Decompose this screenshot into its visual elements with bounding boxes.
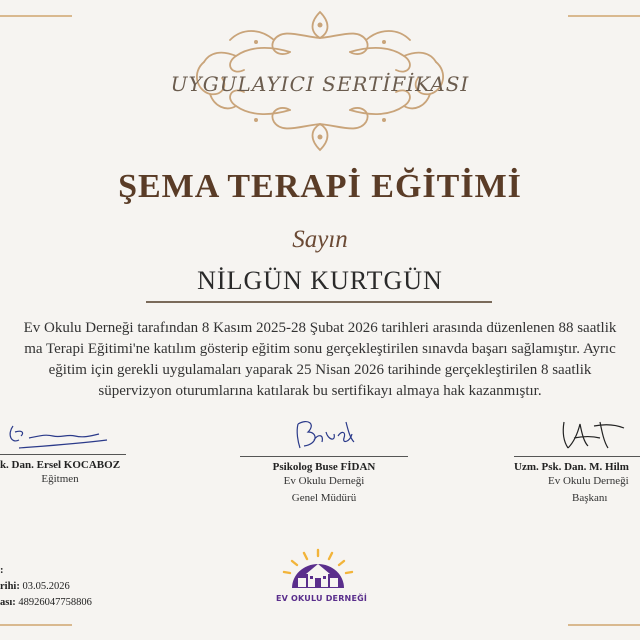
salutation: Sayın	[292, 226, 348, 253]
signatory-role: Eğitmen	[41, 473, 79, 485]
logo-text: EV OKULU DERNEĞİ	[276, 594, 368, 603]
certificate-body	[0, 318, 640, 402]
certificate-date: 03.05.2026	[22, 581, 70, 592]
ev-okulu-logo	[276, 548, 368, 603]
signature-center	[284, 412, 364, 454]
signature-left	[5, 418, 115, 452]
signatory-role: Ev Okulu Derneği	[548, 475, 629, 487]
signatory-center	[240, 412, 408, 507]
signatory-name: k. Dan. Ersel KOCABOZ	[0, 459, 121, 471]
signatory-name: Psikolog Buse FİDAN	[272, 461, 376, 473]
recipient-underline	[146, 301, 492, 303]
body-line: Ev Okulu Derneği tarafından 8 Kasım 2025-28 Şubat 2026 tarihleri arasında düzenlenen 88 saatlik	[23, 320, 617, 336]
signature-line	[514, 456, 640, 457]
number-label: ası:	[0, 597, 16, 608]
bottom-right-gold-line	[568, 624, 640, 626]
school-building-icon	[276, 548, 360, 590]
signature-right	[554, 412, 634, 454]
detail-label: :	[0, 565, 4, 576]
bottom-left-gold-line	[0, 624, 72, 626]
signature-line	[0, 454, 126, 455]
recipient-name: NİLGÜN KURTGÜN	[197, 266, 443, 295]
body-line: ma Terapi Eğitimi'ne katılım gösterip eğitim sonu gerçekleştirilen sınavda başarı sağlamıştır. Ayrıc	[24, 341, 616, 357]
certificate-number: 48926047758806	[18, 597, 92, 608]
signatory-left	[0, 418, 126, 488]
date-label: rihi:	[0, 581, 20, 592]
body-line: süpervizyon oturumlarına katılarak bu sertifikayı almaya hak kazanmıştır.	[98, 383, 542, 399]
top-right-gold-line	[568, 15, 640, 17]
certificate-details	[0, 563, 92, 611]
certificate-title: ŞEMA TERAPİ EĞİTİMİ	[118, 168, 522, 205]
signatory-role: Ev Okulu Derneği	[283, 475, 365, 487]
signature-line	[240, 456, 408, 457]
certificate-subtitle: UYGULAYICI SERTİFİKASI	[170, 72, 470, 96]
top-left-gold-line	[0, 15, 72, 17]
signatory-role: Genel Müdürü	[291, 492, 357, 504]
body-line: eğitim için gerekli uygulamaları yaparak 25 Nisan 2026 tarihinde gerçekleştirilen 8 saatlik	[48, 362, 592, 378]
signatory-name: Uzm. Psk. Dan. M. Hilm	[514, 461, 629, 473]
signatory-right	[514, 412, 640, 507]
signatory-role: Başkanı	[572, 492, 608, 504]
